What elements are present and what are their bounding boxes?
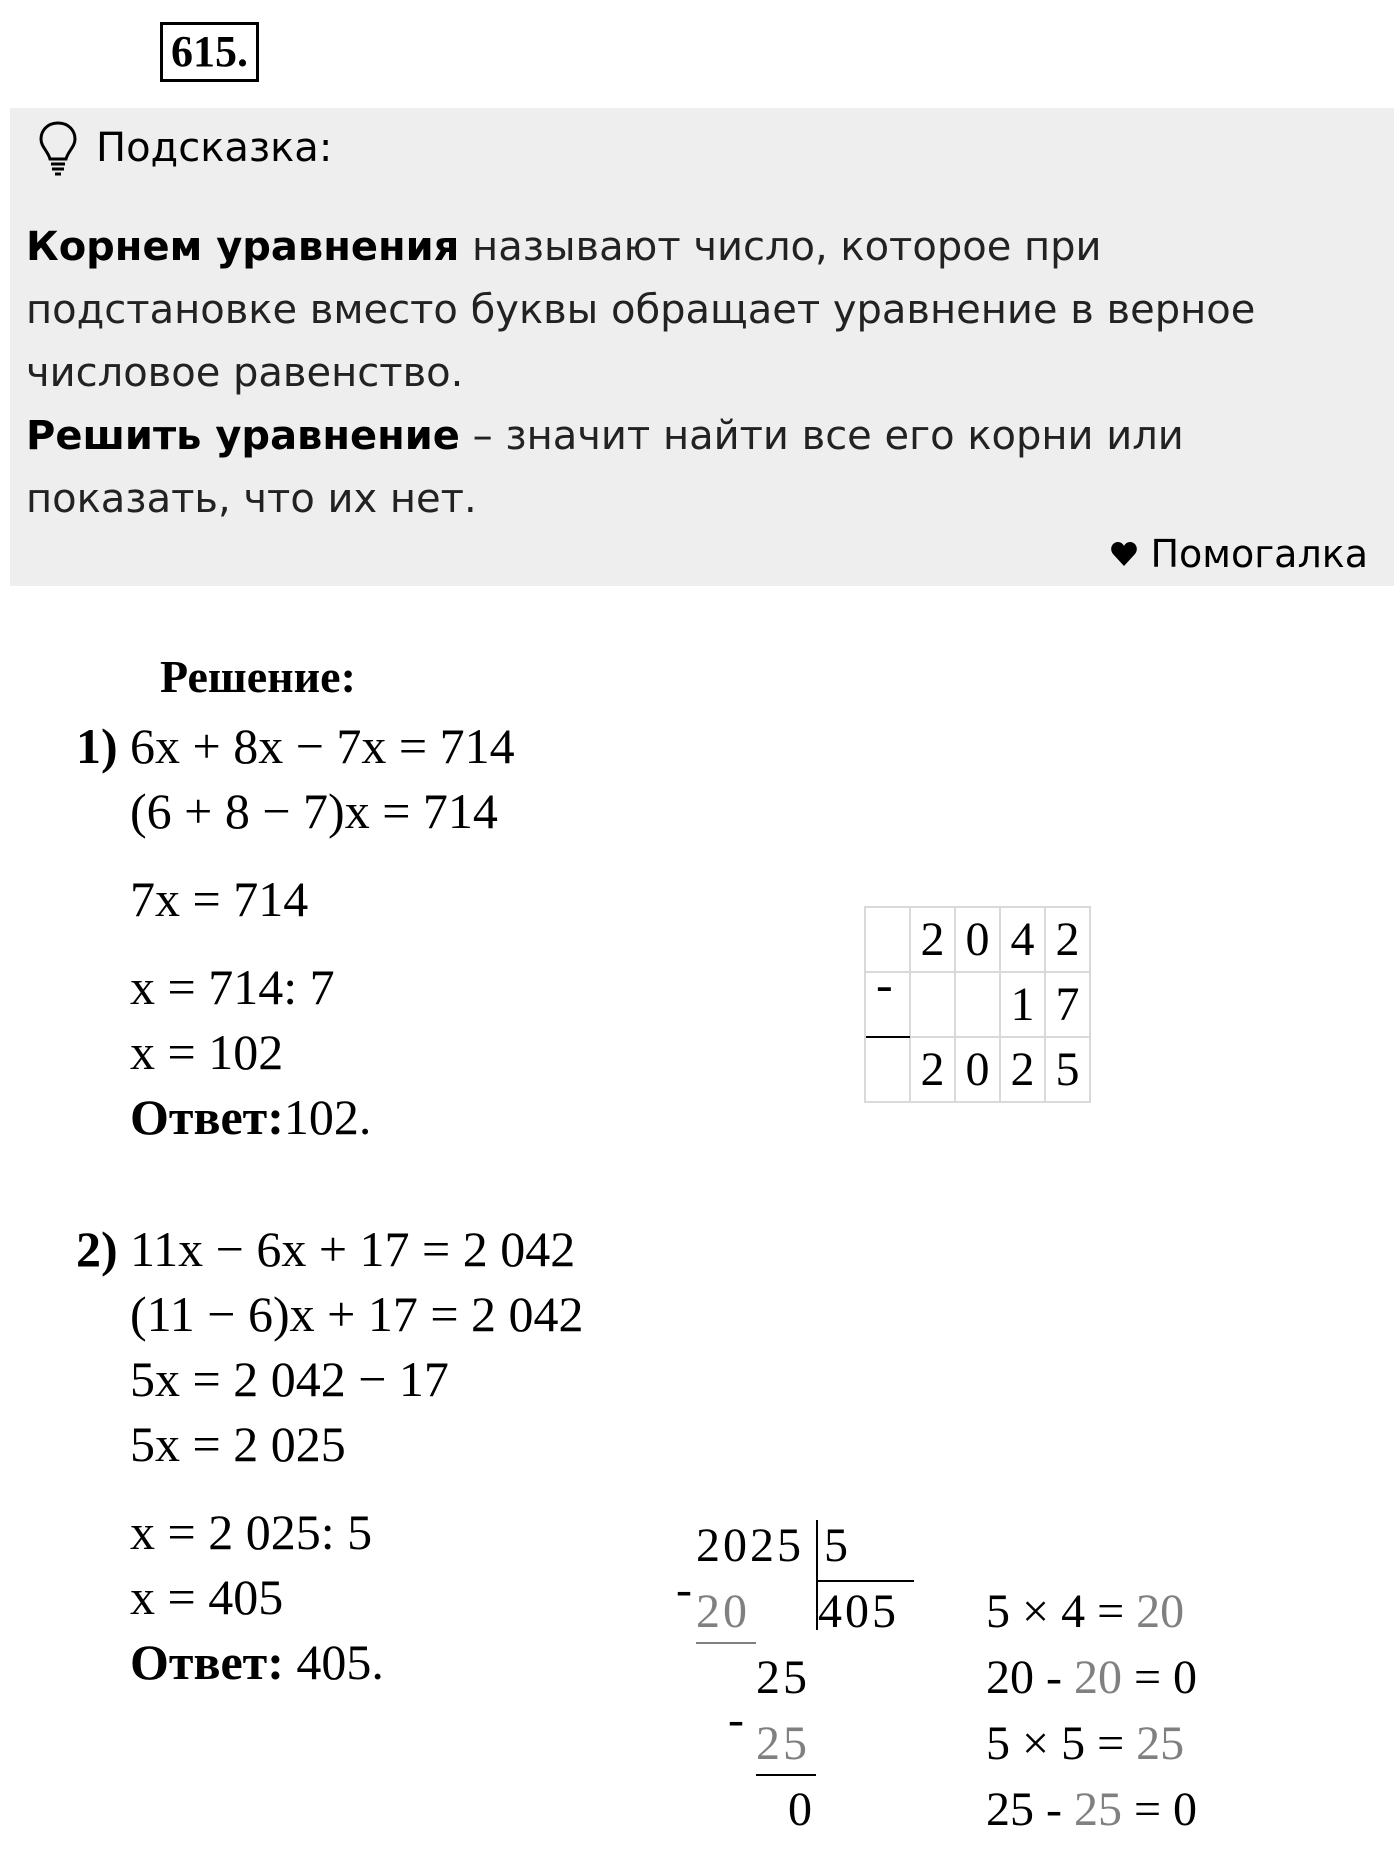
division-dividend: 2025 (696, 1519, 804, 1572)
answer-value: 405. (283, 1634, 384, 1690)
part2-line-6: x = 405 (130, 1569, 284, 1625)
heart-icon (1110, 541, 1138, 567)
part2-line-2: (11 − 6)x + 17 = 2 042 (130, 1286, 584, 1342)
check-text: 5 × 5 = (986, 1717, 1137, 1770)
part1-line-1: 6x + 8x − 7x = 714 (130, 718, 515, 774)
division-rule-1 (696, 1642, 756, 1644)
check-text: 20 - (986, 1651, 1074, 1704)
check-tail: = 0 (1121, 1651, 1198, 1704)
grid-row (865, 907, 1090, 972)
division-divisor-rule (816, 1580, 914, 1582)
division-quotient: 405 (818, 1585, 899, 1638)
part2-line-1: 11x − 6x + 17 = 2 042 (130, 1221, 576, 1277)
check-tail: = 0 (1121, 1783, 1198, 1836)
lightbulb-icon (38, 120, 78, 176)
grid-cell: 7 (1045, 972, 1090, 1037)
check-text: 5 × 4 = (986, 1585, 1137, 1638)
check-text: 25 - (986, 1783, 1074, 1836)
check-line-4 (986, 1782, 1197, 1837)
check-grey: 25 (1136, 1717, 1185, 1770)
part1-line-2: (6 + 8 − 7)x = 714 (130, 783, 498, 839)
part1-line-4: x = 714: 7 (130, 959, 335, 1015)
grid-cell: 2 (1045, 907, 1090, 972)
subtraction-rule (866, 1036, 910, 1038)
part2-number: 2) (76, 1221, 118, 1277)
division-step-1: 20 (696, 1585, 750, 1638)
grid-cell: 2 (910, 907, 955, 972)
task-number: 615. (160, 22, 259, 82)
grid-cell: 0 (955, 907, 1000, 972)
grid-cell: 0 (955, 1037, 1000, 1102)
part2-line-5: x = 2 025: 5 (130, 1504, 373, 1560)
division-minus-2: - (728, 1693, 747, 1746)
division-rule-2 (756, 1774, 816, 1776)
grid-cell: 2 (910, 1037, 955, 1102)
check-line-1 (986, 1584, 1184, 1639)
grid-row (865, 972, 1090, 1037)
division-minus-1: - (676, 1563, 695, 1616)
check-grey: 20 (1073, 1651, 1122, 1704)
hint-root-definition: называют число, которое при подстановке вместо буквы обращает уравнение в верное числовое равенство. (26, 224, 1256, 396)
grid-cell: 2 (1000, 1037, 1045, 1102)
hint-term-root: Корнем уравнения (26, 224, 460, 270)
part2-answer (130, 1633, 384, 1691)
hint-box (10, 108, 1394, 586)
grid-cell: 4 (1000, 907, 1045, 972)
footer-label: Помогалка (1150, 532, 1368, 576)
solution-heading: Решение: (160, 651, 356, 702)
grid-row (865, 1037, 1090, 1102)
check-grey: 25 (1073, 1783, 1122, 1836)
part1-line-3: 7x = 714 (130, 871, 309, 927)
answer-label: Ответ: (130, 1634, 284, 1690)
hint-footer (1110, 532, 1368, 576)
hint-header (38, 120, 332, 176)
check-line-2 (986, 1650, 1197, 1705)
check-line-3 (986, 1716, 1184, 1771)
answer-label: Ответ: (130, 1089, 284, 1145)
grid-cell: 5 (1045, 1037, 1090, 1102)
part2-line-3: 5x = 2 042 − 17 (130, 1351, 449, 1407)
subtraction-minus: - (876, 956, 893, 1012)
division-step-2: 25 (756, 1651, 810, 1704)
grid-cell (955, 972, 1000, 1037)
hint-title: Подсказка: (96, 125, 333, 171)
part1-line-5: x = 102 (130, 1024, 284, 1080)
hint-term-solve: Решить уравнение (26, 413, 460, 459)
division-remainder: 0 (788, 1783, 815, 1836)
part1-number: 1) (76, 718, 118, 774)
division-divisor: 5 (824, 1519, 851, 1572)
subtraction-grid (864, 906, 1091, 1103)
grid-cell: 1 (1000, 972, 1045, 1037)
part2-line-4: 5x = 2 025 (130, 1416, 346, 1472)
check-grey: 20 (1136, 1585, 1185, 1638)
grid-cell (865, 1037, 910, 1102)
hint-text (26, 216, 1356, 531)
division-step-3: 25 (756, 1717, 810, 1770)
answer-value: 102. (283, 1089, 372, 1145)
grid-cell (910, 972, 955, 1037)
hint-solve-definition: – значит найти все его корни или показать, что их нет. (26, 413, 1184, 522)
part1-answer (130, 1088, 371, 1146)
